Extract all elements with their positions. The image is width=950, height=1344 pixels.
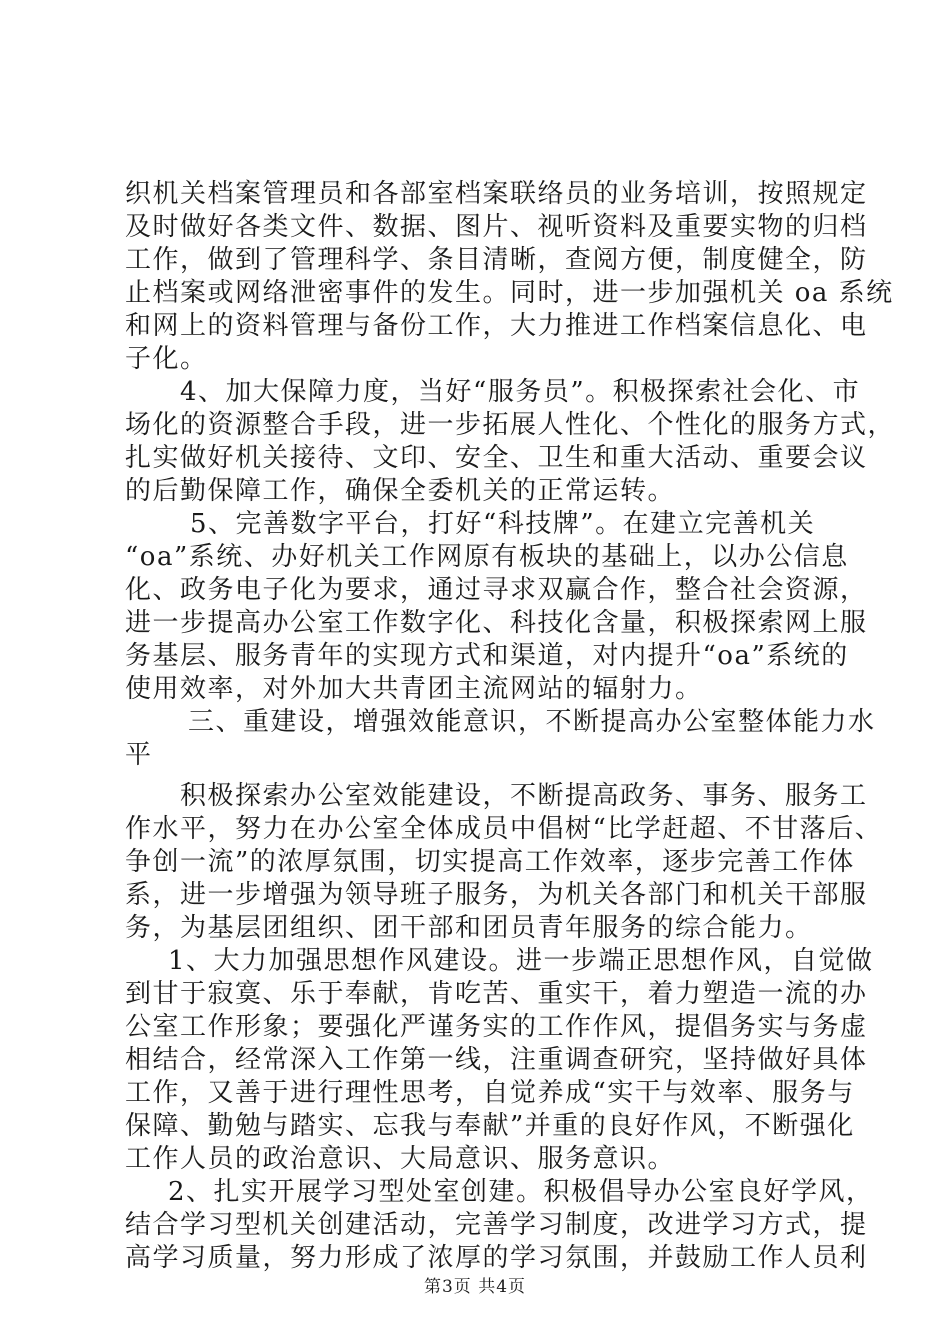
text-line: 扎实做好机关接待、文印、安全、卫生和重大活动、重要会议 [125, 443, 868, 473]
text-line: 子化。 [125, 344, 208, 374]
text-line: 4、加大保障力度，当好“服务员”。积极探索社会化、市 [180, 377, 861, 407]
text-line: 织机关档案管理员和各部室档案联络员的业务培训，按照规定 [125, 179, 868, 209]
text-line: “oa”系统、办好机关工作网原有板块的基础上，以办公信息 [125, 542, 849, 572]
text-line: 保障、勤勉与踏实、忘我与奉献”并重的良好作风，不断强化 [125, 1111, 855, 1141]
text-line: 1、大力加强思想作风建设。进一步端正思想作风，自觉做 [168, 946, 874, 976]
text-line: 务基层、服务青年的实现方式和渠道，对内提升“oa”系统的 [125, 641, 849, 671]
text-line: 务，为基层团组织、团干部和团员青年服务的综合能力。 [125, 913, 813, 943]
text-line: 作水平，努力在办公室全体成员中倡树“比学赶超、不甘落后、 [125, 814, 883, 844]
text-line: 2、扎实开展学习型处室创建。积极倡导办公室良好学风， [168, 1177, 874, 1207]
text-line: 系，进一步增强为领导班子服务，为机关各部门和机关干部服 [125, 880, 868, 910]
text-line: 相结合，经常深入工作第一线，注重调查研究，坚持做好具体 [125, 1045, 868, 1075]
text-line: 场化的资源整合手段，进一步拓展人性化、个性化的服务方式， [125, 410, 896, 440]
text-line: 公室工作形象；要强化严谨务实的工作作风，提倡务实与务虚 [125, 1012, 868, 1042]
text-line: 5、完善数字平台，打好“科技牌”。在建立完善机关 [190, 509, 816, 539]
text-line: 进一步提高办公室工作数字化、科技化含量，积极探索网上服 [125, 608, 868, 638]
text-line: 积极探索办公室效能建设，不断提高政务、事务、服务工 [180, 781, 868, 811]
text-line: 争创一流”的浓厚氛围，切实提高工作效率，逐步完善工作体 [125, 847, 855, 877]
text-line: 到甘于寂寞、乐于奉献，肯吃苦、重实干，着力塑造一流的办 [125, 979, 868, 1009]
page-number: 第3页 共4页 [423, 1277, 527, 1297]
text-line: 化、政务电子化为要求，通过寻求双赢合作，整合社会资源， [125, 575, 868, 605]
text-line: 的后勤保障工作，确保全委机关的正常运转。 [125, 476, 676, 506]
text-line: 结合学习型机关创建活动，完善学习制度，改进学习方式，提 [125, 1210, 868, 1240]
text-line: 工作，做到了管理科学、条目清晰，查阅方便，制度健全，防 [125, 245, 868, 275]
section-heading-line: 平 [125, 740, 153, 770]
text-line: 和网上的资料管理与备份工作，大力推进工作档案信息化、电 [125, 311, 868, 341]
text-line: 工作人员的政治意识、大局意识、服务意识。 [125, 1144, 676, 1174]
text-line: 高学习质量，努力形成了浓厚的学习氛围，并鼓励工作人员利 [125, 1243, 868, 1273]
section-heading-line: 三、重建设，增强效能意识，不断提高办公室整体能力水 [188, 707, 876, 737]
text-line: 工作，又善于进行理性思考，自觉养成“实干与效率、服务与 [125, 1078, 855, 1108]
text-line: 使用效率，对外加大共青团主流网站的辐射力。 [125, 674, 703, 704]
text-line: 止档案或网络泄密事件的发生。同时，进一步加强机关 oa 系统 [125, 278, 894, 308]
text-line: 及时做好各类文件、数据、图片、视听资料及重要实物的归档 [125, 212, 868, 242]
